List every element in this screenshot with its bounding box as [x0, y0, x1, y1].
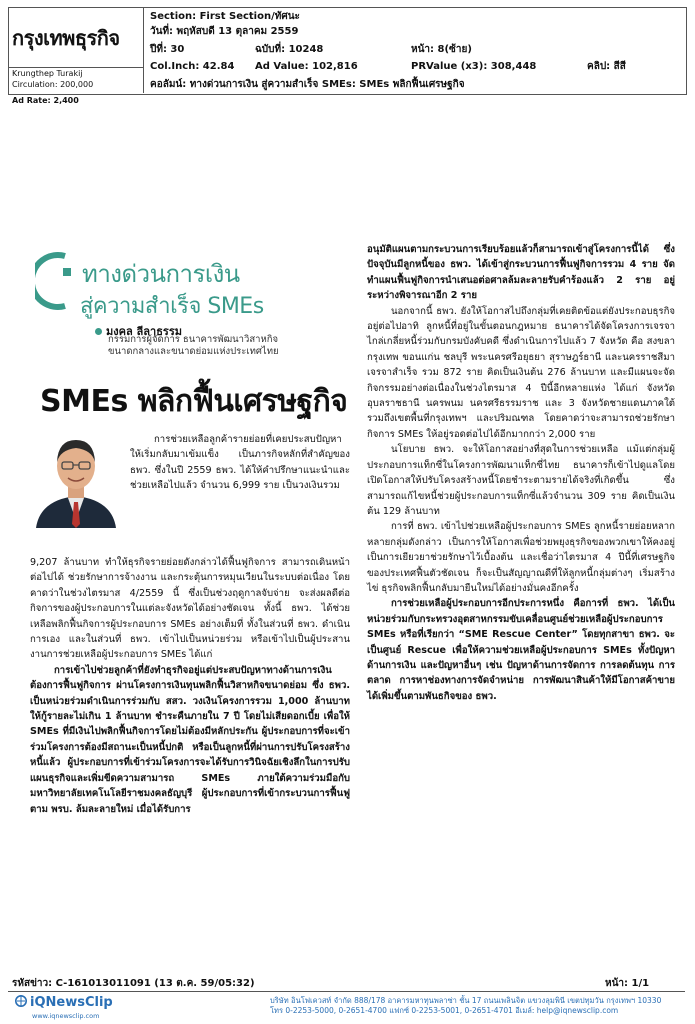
company-info: บริษัท อินโฟเควสท์ จำกัด 888/178 อาคารมหาทุนพลาซ่า ชั้น 17 ถนนเพลินจิต แขวงลุมพินี เขตปทุมวัน กรุงเทพฯ 10330 โทร 0-2253-5000, 0-2651-4700 แฟกซ์ 0-2253-5001, 0-2651-4701 อีเมล์: help@iqnewsclip.com	[270, 996, 662, 1015]
article-column-1	[30, 555, 350, 817]
article-paragraph: การที่ ธพว. เข้าไปช่วยเหลือผู้ประกอบการ SMEs ลูกหนี้รายย่อยหลากหลายกลุ่มดังกล่าว เป็นการให้โอกาสเพื่อช่วยพยุงธุรกิจของพวกเขาให้คงอยู่ เป็นการเยียวยาช่วยรักษาไว้เบื้องต้น และเชื่อว่าไตรมาส 4 ปีนี้ที่เศรษฐกิจของประเทศฟื้นตัวชัดเจน ก็จะเป็นสัญญาณดีที่ให้ลูกหนี้กลุ่มต่างๆ เริ่มสร้างไข่ ธุรกิจพลิกฟื้นกลับมายืนใหม่ได้อย่างมั่นคงอีกครั้ง	[367, 521, 675, 594]
author-position: กรรมการผู้จัดการ ธนาคารพัฒนาวิสาหกิจ ขนาดกลางและขนาดย่อมแห่งประเทศไทย	[108, 334, 279, 357]
publication-logo: กรุงเทพธุรกิจ	[12, 26, 120, 50]
news-id: รหัสข่าว: C-161013011091 (13 ต.ค. 59/05:32)	[12, 978, 255, 989]
article-paragraph: อนุมัติแผนตามกระบวนการเรียบร้อยแล้วก็สามารถเข้าสู่โครงการนี้ได้ ซึ่งปัจจุบันมีลูกหนี้ของ ธพว. ได้เข้าสู่กระบวนการฟื้นฟูกิจการรวม 4 ราย จัดทำแผนฟื้นฟูกิจการนำเสนอต่อศาลล้มละลายรับคำร้องแล้ว 2 ราย อยู่ระหว่างพิจารณาอีก 2 ราย	[367, 244, 675, 302]
article-paragraph: การช่วยเหลือผู้ประกอบการอีกประการหนึ่ง คือการที่ ธพว. ได้เป็นหน่วยร่วมกับกระทรวงอุตสาหกรรมขับเคลื่อนศูนย์ช่วยเหลือผู้ประกอบการ SMEs หรือที่เรียกว่า “SME Rescue Center” โดยทุกสาขา ธพว. จะเป็นศูนย์ Rescue เพื่อให้ความช่วยเหลือผู้ประกอบการ SMEs ทั้งปัญหาด้านการเงิน และปัญหาอื่นๆ เช่น ปัญหาด้านการจัดการ การลดต้นทุน การตลาด การหาช่องทางการจัดจำหน่าย การพัฒนาสินค้าให้มีโอกาสค้าขายได้เพิ่มขึ้นตามพันธกิจของ ธพว.	[367, 598, 675, 702]
author-name: มงคล ลีลาธรรม	[95, 322, 182, 340]
ad-rate: Ad Rate: 2,400	[12, 96, 79, 105]
footer-divider	[8, 991, 685, 992]
pr-value-field: PRValue (x3): 308,448	[411, 61, 537, 72]
section-field: Section: First Section/ทัศนะ	[150, 11, 300, 22]
headline: SMEs พลิกฟื้นเศรษฐกิจ	[40, 384, 348, 419]
article-column-2	[367, 242, 675, 704]
article-paragraph: การเข้าไปช่วยลูกค้าที่ยังทำธุรกิจอยู่แต่ประสบปัญหาทางด้านการเงิน ต้องการฟื้นฟูกิจการ ผ่านโครงการเงินทุนพลิกฟื้นวิสาหกิจขนาดย่อม ซึ่ง ธพว. เป็นหน่วยร่วมดำเนินการร่วมกับ สสว. วงเงินโครงการรวม 1,000 ล้านบาท ให้กู้รายละไม่เกิน 1 ล้านบาท ชำระคืนภายใน 7 ปี โดยไม่เสียดอกเบี้ย เพื่อให้ SMEs ที่มีเงินไปพลิกฟื้นกิจการโดยไม่ต้องมีหลักประกัน ผู้ประกอบการที่จะเข้าร่วมโครงการต้องมีสถานะเป็นหนี้ปกติ หรือเป็นลูกหนี้ที่ผ่านการปรับโครงสร้างหนี้แล้ว ผู้ประกอบการที่เข้าร่วมโครงการจะได้รับการวินิจฉัยเชิงลึกในการปรับแผนธุรกิจและเพิ่มขีดความสามารถ SMEs ภายใต้ความร่วมมือกับมหาวิทยาลัยเทคโนโลยีราชมงคลธัญบุรี ผู้ประกอบการที่เข้ากระบวนการฟื้นฟูตาม พรบ. ล้มละลายใหม่ เมื่อได้รับการ	[30, 664, 350, 815]
col-inch-field: Col.Inch: 42.84	[150, 61, 235, 72]
date-field: วันที่: พฤหัสบดี 13 ตุลาคม 2559	[150, 26, 299, 37]
article-paragraph: การช่วยเหลือลูกค้ารายย่อยที่เคยประสบปัญหาให้เริ่มกลับมาเข้มแข็ง เป็นภารกิจหลักที่สำคัญของ ธพว. ซึ่งในปี 2559 ธพว. ได้ให้คำปรึกษาแนะนำและช่วยเหลือไปแล้ว จำนวน 6,999 ราย เป็นวงเงินรวม	[130, 434, 350, 492]
circulation: Circulation: 200,000	[12, 80, 94, 89]
website-link[interactable]: www.iqnewsclip.com	[32, 1012, 100, 1020]
article-paragraph: 9,207 ล้านบาท ทำให้ธุรกิจรายย่อยดังกล่าวได้ฟื้นฟูกิจการ สามารถเดินหน้าต่อไปได้ ช่วยรักษาการจ้างงาน และกระตุ้นการหมุนเวียนในระบบต่อเนื่อง โดยคาดว่าในช่วงไตรมาส 4/2559 นี้ ซึ่งเป็นช่วงฤดูกาลจับจ่าย จะส่งผลดีต่อกิจการของผู้ประกอบการในแต่ละจังหวัดได้อย่างชัดเจน ทั้งนี้ ธพว. ได้ช่วยเหลือพลิกฟื้นกิจการผู้ประกอบการ SMEs อย่างเต็มที่ ทั้งในส่วนที่ ธพว. ดำเนินการเอง และในส่วนที่ ธพว. เข้าไปเป็นหน่วยร่วม หรือเข้าไปเป็นผู้ประสานงานการช่วยเหลือผู้ประกอบการ SMEs ได้แก่	[30, 557, 350, 661]
page-count: หน้า: 1/1	[605, 978, 650, 989]
page-field: หน้า: 8(ซ้าย)	[411, 44, 472, 55]
column-subtitle: สู่ความสำเร็จ SMEs	[80, 294, 264, 319]
article-paragraph: นโยบาย ธพว. จะให้โอกาสอย่างที่สุดในการช่วยเหลือ แม้แต่กลุ่มผู้ประกอบการแท็กซี่ในโครงการพัฒนาแท็กซี่ไทย ธนาคารก็เข้าไปดูแลโดยเปิดโอกาสให้ปรับโครงสร้างหนี้โดยชำระตามรายได้จริงที่เกิดขึ้น ซึ่งสามารถแก้ไขหนี้ช่วยผู้ประกอบการแท็กซี่แล้วจำนวน 309 ราย คิดเป็นเงินต้น 129 ล้านบาท	[367, 444, 675, 517]
column-title: ทางด่วนการเงิน	[82, 260, 240, 288]
bullet-icon	[95, 328, 102, 335]
article-column-1-intro	[130, 432, 350, 494]
issue-field: ฉบับที่: 10248	[255, 44, 324, 55]
iqnewsclip-logo: iQNewsClip	[14, 995, 113, 1010]
column-field: คอลัมน์: ทางด่วนการเงิน สู่ความสำเร็จ SMEs: SMEs พลิกฟื้นเศรษฐกิจ	[150, 79, 465, 90]
header-divider	[143, 7, 144, 93]
author-portrait	[30, 428, 122, 528]
ad-value-field: Ad Value: 102,816	[255, 61, 358, 72]
column-logo-icon	[35, 250, 73, 312]
header-divider	[8, 67, 144, 68]
clip-field: คลิป: สีสี	[587, 61, 626, 72]
article-paragraph: นอกจากนี้ ธพว. ยังให้โอกาสไปถึงกลุ่มที่เคยติดข้อแต่ยังประกอบธุรกิจอยู่ต่อไปอาทิ ลูกหนี้ที่อยู่ในขั้นตอนกฎหมาย ธนาคารได้จัดโครงการเจรจาไกล่เกลี่ยหนี้ร่วมกับกรมบังคับคดี ซึ่งดำเนินการไปแล้ว 7 จังหวัด คือ สงขลา กรุงเทพ ขอนแก่น ชลบุรี พระนครศรีอยุธยา สุราษฎร์ธานี และนครราชสีมา เจรจาสำเร็จ รวม 872 ราย คิดเป็นเงินต้น 276 ล้านบาท และมีแผนจะจัดกิจกรรมอย่างต่อเนื่องในช่วงไตรมาส 4 ปีนี้อีกหลายแห่ง ได้แก่ จังหวัดอุบลราชธานี นครพนม นครศรีธรรมราช และ 3 จังหวัดชายแดนภาคใต้ รวมถึงเขตพื้นที่กรุงเทพฯ และปริมณฑล โดยคาดว่าจะสามารถช่วยรักษากิจการ SMEs ให้อยู่รอดต่อไปได้อีกมากกว่า 2,000 ราย	[367, 305, 675, 440]
news-globe-icon	[14, 995, 30, 1007]
year-field: ปีที่: 30	[150, 44, 185, 55]
publication-name: Krungthep Turakij	[12, 69, 83, 78]
